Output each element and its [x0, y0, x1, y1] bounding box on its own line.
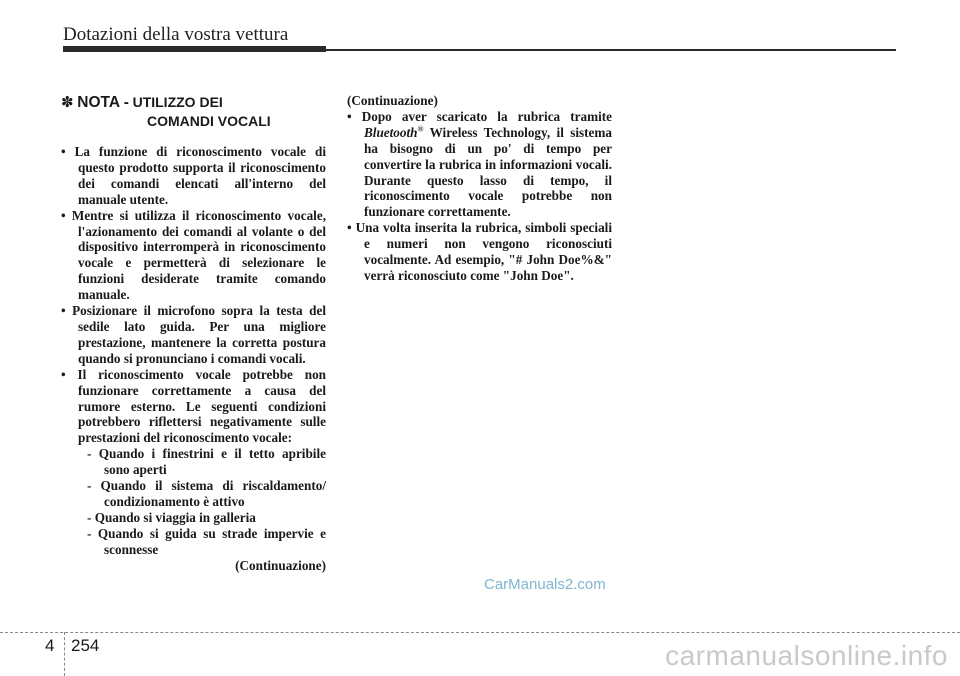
right-column	[347, 93, 612, 284]
footer-vertical-divider	[64, 632, 65, 676]
note-star-icon: ✽	[61, 94, 74, 111]
page-number: 254	[71, 636, 100, 655]
header-rule-thick	[63, 46, 326, 52]
footer-divider	[0, 632, 960, 633]
note-label: NOTA -	[77, 94, 129, 111]
chapter-number: 4	[45, 636, 55, 655]
dash-item: - Quando il sistema di riscaldamento/ condizionamento è attivo	[87, 478, 326, 509]
bullet-item: • La funzione di riconoscimento vocale di questo prodotto supporta il riconoscimento dei comandi elencati all'interno del manuale utente.	[61, 144, 326, 207]
bullet-item: • Il riconoscimento vocale potrebbe non funzionare correttamente a causa del rumore esterno. Le seguenti condizioni potrebbero riflettersi negativamente sulle prestazioni del riconoscimento vocale:	[61, 366, 326, 446]
note-heading	[61, 93, 326, 130]
left-column	[61, 93, 326, 573]
continuation-note: (Continuazione)	[235, 557, 326, 573]
bullet-item	[347, 109, 612, 220]
dash-item: - Quando si viaggia in galleria	[87, 509, 256, 525]
dash-item: - Quando i finestrini e il tetto apribile sono aperti	[87, 446, 326, 478]
registered-mark: ®	[417, 124, 424, 134]
bullet-item: • Una volta inserita la rubrica, simboli speciali e numeri non vengono riconosciuti vocalmente. Ad esempio, "# John Doe%&" verrà riconosciuto come "John Doe".	[347, 220, 612, 283]
continuation-header: (Continuazione)	[347, 93, 438, 108]
note-title-line2: COMANDI VOCALI	[147, 113, 271, 129]
bullet-item: • Mentre si utilizza il riconoscimento vocale, l'azionamento dei comandi al volante o del dispositivo interromperà in riconoscimento vocale e permetterà di selezionare le funzioni desiderate tramite comando manuale.	[61, 207, 326, 303]
header-rule-thin	[326, 49, 896, 51]
note-title-line1: UTILIZZO DEI	[132, 94, 223, 110]
page-header-title: Dotazioni della vostra vettura	[63, 24, 289, 45]
bullet-item: • Posizionare il microfono sopra la testa del sedile lato guida. Per una migliore prestazione, mantenere la corretta postura quando si pronunciano i comandi vocali.	[61, 303, 326, 366]
dash-item: - Quando si guida su strade impervie e sconnesse	[87, 525, 326, 557]
site-watermark: carmanualsonline.info	[665, 640, 948, 671]
bluetooth-brand: Bluetooth	[364, 124, 418, 140]
bullet-text-rest: Wireless Technology, il sistema ha bisogno di un po' di tempo per convertire la rubrica in informazioni vocali. Durante questo lasso di tempo, il riconoscimento vocale potrebbe non funzionare correttamente.	[364, 124, 612, 220]
bullet-text-prefix: • Dopo aver scaricato la rubrica tramite	[347, 108, 612, 124]
watermark-link[interactable]: CarManuals2.com	[484, 576, 606, 593]
